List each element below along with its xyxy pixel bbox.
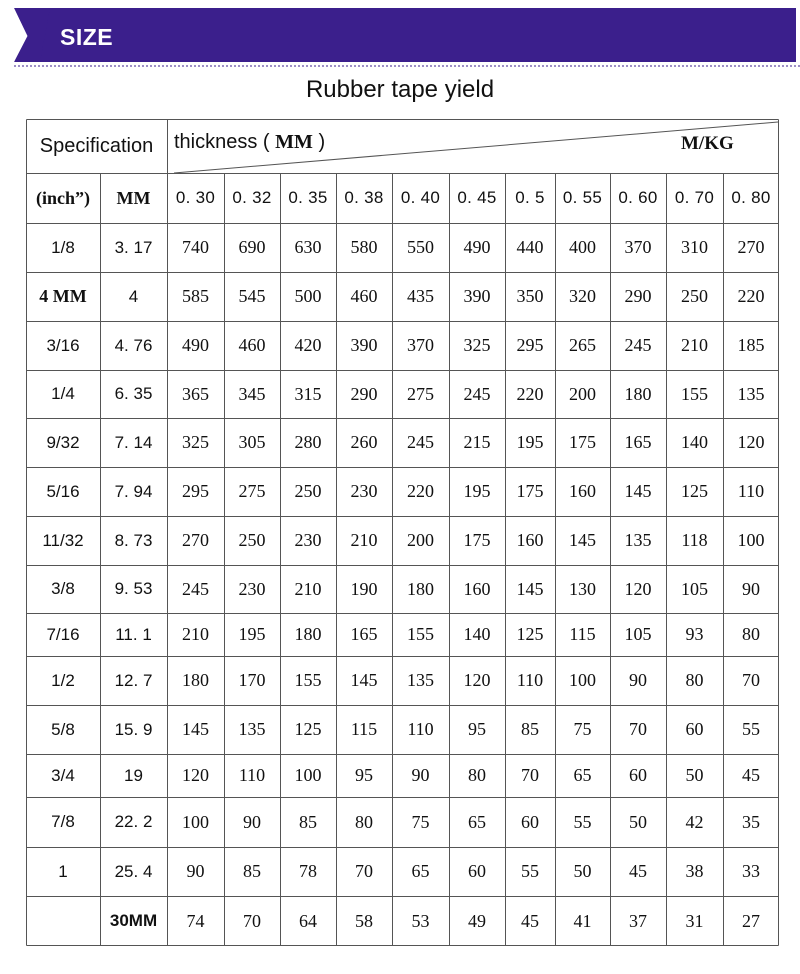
yield-value-cell: 45	[521, 910, 539, 931]
yield-value-cell: 220	[407, 481, 434, 501]
yield-value-cell: 310	[681, 237, 708, 257]
thickness-header-cell: 0. 80	[731, 188, 771, 207]
yield-value-cell: 180	[624, 383, 652, 404]
yield-value-cell: 110	[238, 765, 266, 785]
yield-value-cell: 125	[294, 719, 322, 739]
yield-value-cell: 175	[516, 481, 544, 501]
row-mm-cell: 7. 94	[114, 481, 153, 501]
yield-value-cell: 118	[681, 530, 708, 550]
yield-value-cell: 60	[629, 765, 647, 785]
page-title: Rubber tape yield	[305, 76, 495, 103]
yield-value-cell: 45	[629, 861, 647, 881]
yield-value-cell: 50	[629, 811, 647, 832]
yield-value-cell: 460	[238, 335, 266, 355]
yield-value-cell: 100	[569, 670, 596, 690]
yield-value-cell: 320	[569, 286, 596, 306]
yield-value-cell: 145	[569, 530, 596, 550]
yield-value-cell: 390	[463, 286, 491, 306]
thickness-header-cell: 0. 35	[288, 188, 328, 207]
yield-value-cell: 500	[294, 286, 322, 306]
yield-value-cell: 145	[182, 719, 209, 739]
yield-value-cell: 175	[463, 530, 491, 550]
row-mm-cell: 4. 76	[114, 335, 153, 355]
yield-value-cell: 400	[569, 237, 596, 257]
yield-value-cell: 130	[569, 578, 596, 599]
row-inch-cell: 7/16	[46, 624, 80, 644]
row-inch-cell: 1/8	[51, 237, 75, 257]
yield-value-cell: 160	[516, 530, 544, 550]
yield-value-cell: 35	[742, 811, 760, 832]
yield-value-cell: 580	[350, 237, 378, 257]
yield-value-cell: 160	[569, 481, 596, 501]
row-mm-cell: 12. 7	[114, 670, 153, 690]
yield-value-cell: 115	[350, 719, 378, 739]
yield-value-cell: 370	[624, 237, 652, 257]
yield-value-cell: 460	[350, 286, 378, 306]
yield-value-cell: 95	[468, 719, 486, 739]
yield-value-cell: 105	[624, 624, 652, 644]
yield-value-cell: 345	[238, 383, 266, 404]
yield-value-cell: 60	[468, 861, 486, 881]
row-inch-cell: 11/32	[42, 530, 84, 550]
header-thickness-unit: MM	[275, 131, 313, 153]
yield-value-cell: 125	[681, 481, 708, 501]
yield-value-cell: 290	[624, 286, 652, 306]
yield-value-cell: 200	[569, 383, 596, 404]
yield-value-cell: 110	[516, 670, 544, 690]
row-mm-cell: 22. 2	[114, 812, 153, 831]
yield-value-cell: 115	[569, 624, 596, 644]
thickness-header-cell: 0. 40	[400, 188, 441, 207]
yield-value-cell: 90	[629, 670, 647, 690]
yield-value-cell: 75	[411, 811, 430, 832]
yield-value-cell: 55	[573, 811, 592, 832]
row-mm-cell: 6. 35	[114, 384, 153, 403]
yield-value-cell: 185	[737, 335, 765, 355]
yield-value-cell: 85	[243, 861, 261, 881]
yield-value-cell: 100	[737, 530, 765, 550]
yield-value-cell: 440	[516, 237, 544, 257]
yield-value-cell: 70	[243, 910, 261, 931]
yield-value-cell: 230	[294, 530, 322, 550]
row-mm-cell: 9. 53	[114, 579, 153, 598]
yield-value-cell: 140	[681, 432, 708, 452]
header-specification: Specification	[39, 134, 154, 157]
yield-value-cell: 585	[182, 286, 209, 306]
yield-value-cell: 180	[294, 624, 322, 644]
yield-value-cell: 70	[521, 765, 539, 785]
yield-value-cell: 280	[294, 432, 322, 452]
yield-value-cell: 210	[350, 530, 378, 550]
thickness-header-cell: 0. 60	[618, 188, 658, 207]
yield-value-cell: 145	[624, 481, 652, 501]
yield-value-cell: 350	[516, 286, 544, 306]
row-mm-cell: 11. 1	[115, 624, 152, 644]
yield-value-cell: 365	[182, 383, 209, 404]
row-inch-cell: 3/4	[51, 765, 75, 785]
yield-value-cell: 180	[407, 578, 434, 599]
yield-value-cell: 60	[521, 811, 539, 832]
thickness-header-cell: 0. 30	[175, 188, 216, 207]
banner-shape	[0, 0, 800, 72]
yield-value-cell: 690	[238, 237, 266, 257]
yield-value-cell: 80	[468, 765, 486, 785]
yield-value-cell: 265	[569, 335, 596, 355]
row-inch-cell: 1/2	[51, 670, 75, 690]
row-mm-cell: 19	[124, 765, 143, 785]
yield-value-cell: 155	[681, 383, 708, 404]
row-inch-cell: 4 MM	[39, 286, 87, 306]
row-mm-cell: 15. 9	[114, 719, 153, 739]
yield-value-cell: 250	[294, 481, 322, 501]
yield-value-cell: 75	[573, 719, 592, 739]
yield-value-cell: 315	[294, 383, 322, 404]
yield-value-cell: 245	[182, 578, 209, 599]
yield-value-cell: 85	[299, 811, 317, 832]
yield-value-cell: 390	[350, 335, 378, 355]
yield-value-cell: 85	[521, 719, 539, 739]
yield-value-cell: 245	[407, 432, 434, 452]
yield-value-cell: 41	[573, 910, 592, 931]
yield-value-cell: 275	[238, 481, 266, 501]
yield-value-cell: 140	[463, 624, 491, 644]
yield-value-cell: 230	[238, 578, 266, 599]
yield-value-cell: 135	[238, 719, 266, 739]
yield-value-cell: 65	[411, 861, 430, 881]
row-inch-cell: 1/4	[51, 384, 75, 403]
row-mm-cell: 25. 4	[114, 861, 153, 881]
yield-value-cell: 160	[463, 578, 491, 599]
yield-value-cell: 220	[516, 383, 544, 404]
yield-value-cell: 120	[624, 578, 652, 599]
subheader-inch: (inch”)	[36, 187, 90, 208]
yield-value-cell: 90	[742, 578, 760, 599]
yield-value-cell: 58	[355, 910, 373, 931]
yield-value-cell: 80	[685, 670, 704, 690]
yield-value-cell: 295	[516, 335, 544, 355]
row-mm-cell: 3. 17	[114, 237, 153, 257]
yield-value-cell: 80	[742, 624, 760, 644]
yield-value-cell: 49	[468, 910, 486, 931]
yield-value-cell: 110	[737, 481, 765, 501]
yield-value-cell: 145	[516, 578, 544, 599]
yield-value-cell: 190	[350, 578, 378, 599]
yield-value-cell: 230	[350, 481, 378, 501]
yield-value-cell: 90	[186, 861, 205, 881]
row-inch-cell: 5/16	[46, 481, 80, 501]
row-mm-cell: 7. 14	[114, 432, 153, 452]
header-thickness	[174, 129, 325, 155]
yield-value-cell: 170	[238, 670, 266, 690]
yield-value-cell: 80	[355, 811, 373, 832]
yield-value-cell: 50	[685, 765, 704, 785]
row-mm-cell: 30MM	[109, 911, 158, 930]
row-inch-cell: 3/16	[46, 335, 80, 355]
yield-value-cell: 135	[624, 530, 652, 550]
yield-value-cell: 74	[186, 910, 205, 931]
yield-value-cell: 270	[737, 237, 765, 257]
yield-value-cell: 295	[182, 481, 209, 501]
yield-value-cell: 110	[407, 719, 434, 739]
yield-value-cell: 420	[294, 335, 322, 355]
banner-label: SIZE	[60, 24, 114, 50]
yield-value-cell: 64	[299, 910, 317, 931]
row-inch-cell: 1	[58, 861, 68, 881]
yield-value-cell: 260	[350, 432, 378, 452]
yield-value-cell: 95	[355, 765, 373, 785]
yield-value-cell: 135	[737, 383, 765, 404]
row-inch-cell: 3/8	[51, 579, 75, 598]
header-thickness-label: thickness (	[174, 131, 276, 153]
yield-value-cell: 545	[238, 286, 266, 306]
thickness-header-cell: 0. 70	[674, 188, 715, 207]
header-thickness-close: )	[312, 131, 326, 153]
yield-value-cell: 175	[569, 432, 596, 452]
yield-value-cell: 275	[407, 383, 434, 404]
yield-value-cell: 65	[573, 765, 592, 785]
yield-value-cell: 290	[350, 383, 378, 404]
yield-value-cell: 42	[685, 811, 704, 832]
header-yield-unit: M/KG	[681, 133, 734, 154]
yield-value-cell: 215	[463, 432, 491, 452]
yield-value-cell: 70	[629, 719, 647, 739]
yield-value-cell: 195	[463, 481, 491, 501]
yield-value-cell: 250	[238, 530, 266, 550]
yield-value-cell: 100	[294, 765, 322, 785]
yield-value-cell: 740	[182, 237, 209, 257]
yield-value-cell: 37	[629, 910, 647, 931]
thickness-header-cell: 0. 45	[457, 188, 497, 207]
yield-value-cell: 165	[624, 432, 652, 452]
yield-value-cell: 70	[742, 670, 760, 690]
yield-value-cell: 435	[407, 286, 434, 306]
yield-value-cell: 45	[742, 765, 760, 785]
yield-value-cell: 180	[182, 670, 209, 690]
yield-value-cell: 155	[294, 670, 322, 690]
yield-value-cell: 70	[355, 861, 373, 881]
yield-value-cell: 55	[742, 719, 760, 739]
yield-value-cell: 490	[463, 237, 491, 257]
yield-value-cell: 90	[411, 765, 430, 785]
yield-value-cell: 90	[243, 811, 261, 832]
yield-value-cell: 125	[516, 624, 544, 644]
yield-value-cell: 120	[737, 432, 765, 452]
row-inch-cell: 9/32	[46, 432, 80, 452]
yield-value-cell: 270	[182, 530, 209, 550]
yield-value-cell: 55	[521, 861, 539, 881]
yield-value-cell: 165	[350, 624, 378, 644]
yield-value-cell: 60	[685, 719, 704, 739]
yield-value-cell: 100	[182, 811, 209, 832]
yield-value-cell: 210	[294, 578, 322, 599]
yield-value-cell: 145	[350, 670, 378, 690]
yield-value-cell: 31	[685, 910, 704, 931]
thickness-header-cell: 0. 32	[232, 188, 272, 207]
yield-value-cell: 305	[238, 432, 266, 452]
yield-value-cell: 210	[182, 624, 209, 644]
yield-value-cell: 120	[463, 670, 491, 690]
yield-value-cell: 65	[468, 811, 486, 832]
yield-value-cell: 50	[573, 861, 592, 881]
subheader-mm: MM	[116, 187, 151, 208]
yield-value-cell: 93	[685, 624, 704, 644]
thickness-header-cell: 0. 55	[562, 188, 603, 207]
row-mm-cell: 4	[128, 286, 139, 306]
size-banner	[0, 0, 800, 72]
row-inch-cell: 5/8	[51, 719, 75, 739]
yield-value-cell: 490	[182, 335, 209, 355]
yield-value-cell: 245	[463, 383, 491, 404]
yield-value-cell: 325	[463, 335, 491, 355]
yield-value-cell: 195	[516, 432, 544, 452]
row-inch-cell: 7/8	[51, 812, 75, 831]
banner-bar	[14, 8, 796, 62]
yield-value-cell: 33	[742, 861, 760, 881]
thickness-header-cell: 0. 5	[515, 188, 545, 207]
yield-value-cell: 78	[299, 861, 317, 881]
yield-value-cell: 245	[624, 335, 652, 355]
yield-value-cell: 105	[681, 578, 708, 599]
yield-value-cell: 630	[294, 237, 322, 257]
yield-value-cell: 38	[685, 861, 704, 881]
yield-value-cell: 120	[182, 765, 209, 785]
yield-value-cell: 200	[407, 530, 434, 550]
yield-value-cell: 210	[681, 335, 708, 355]
yield-value-cell: 370	[407, 335, 434, 355]
yield-value-cell: 135	[407, 670, 434, 690]
row-inch-cell	[26, 896, 100, 946]
yield-value-cell: 550	[407, 237, 434, 257]
yield-value-cell: 325	[182, 432, 209, 452]
yield-value-cell: 27	[742, 910, 760, 931]
yield-table	[26, 119, 779, 946]
yield-value-cell: 155	[407, 624, 434, 644]
row-mm-cell: 8. 73	[114, 530, 153, 550]
yield-value-cell: 220	[737, 286, 765, 306]
thickness-header-cell: 0. 38	[344, 188, 384, 207]
yield-value-cell: 250	[681, 286, 708, 306]
yield-value-cell: 53	[411, 910, 430, 931]
yield-value-cell: 195	[238, 624, 266, 644]
